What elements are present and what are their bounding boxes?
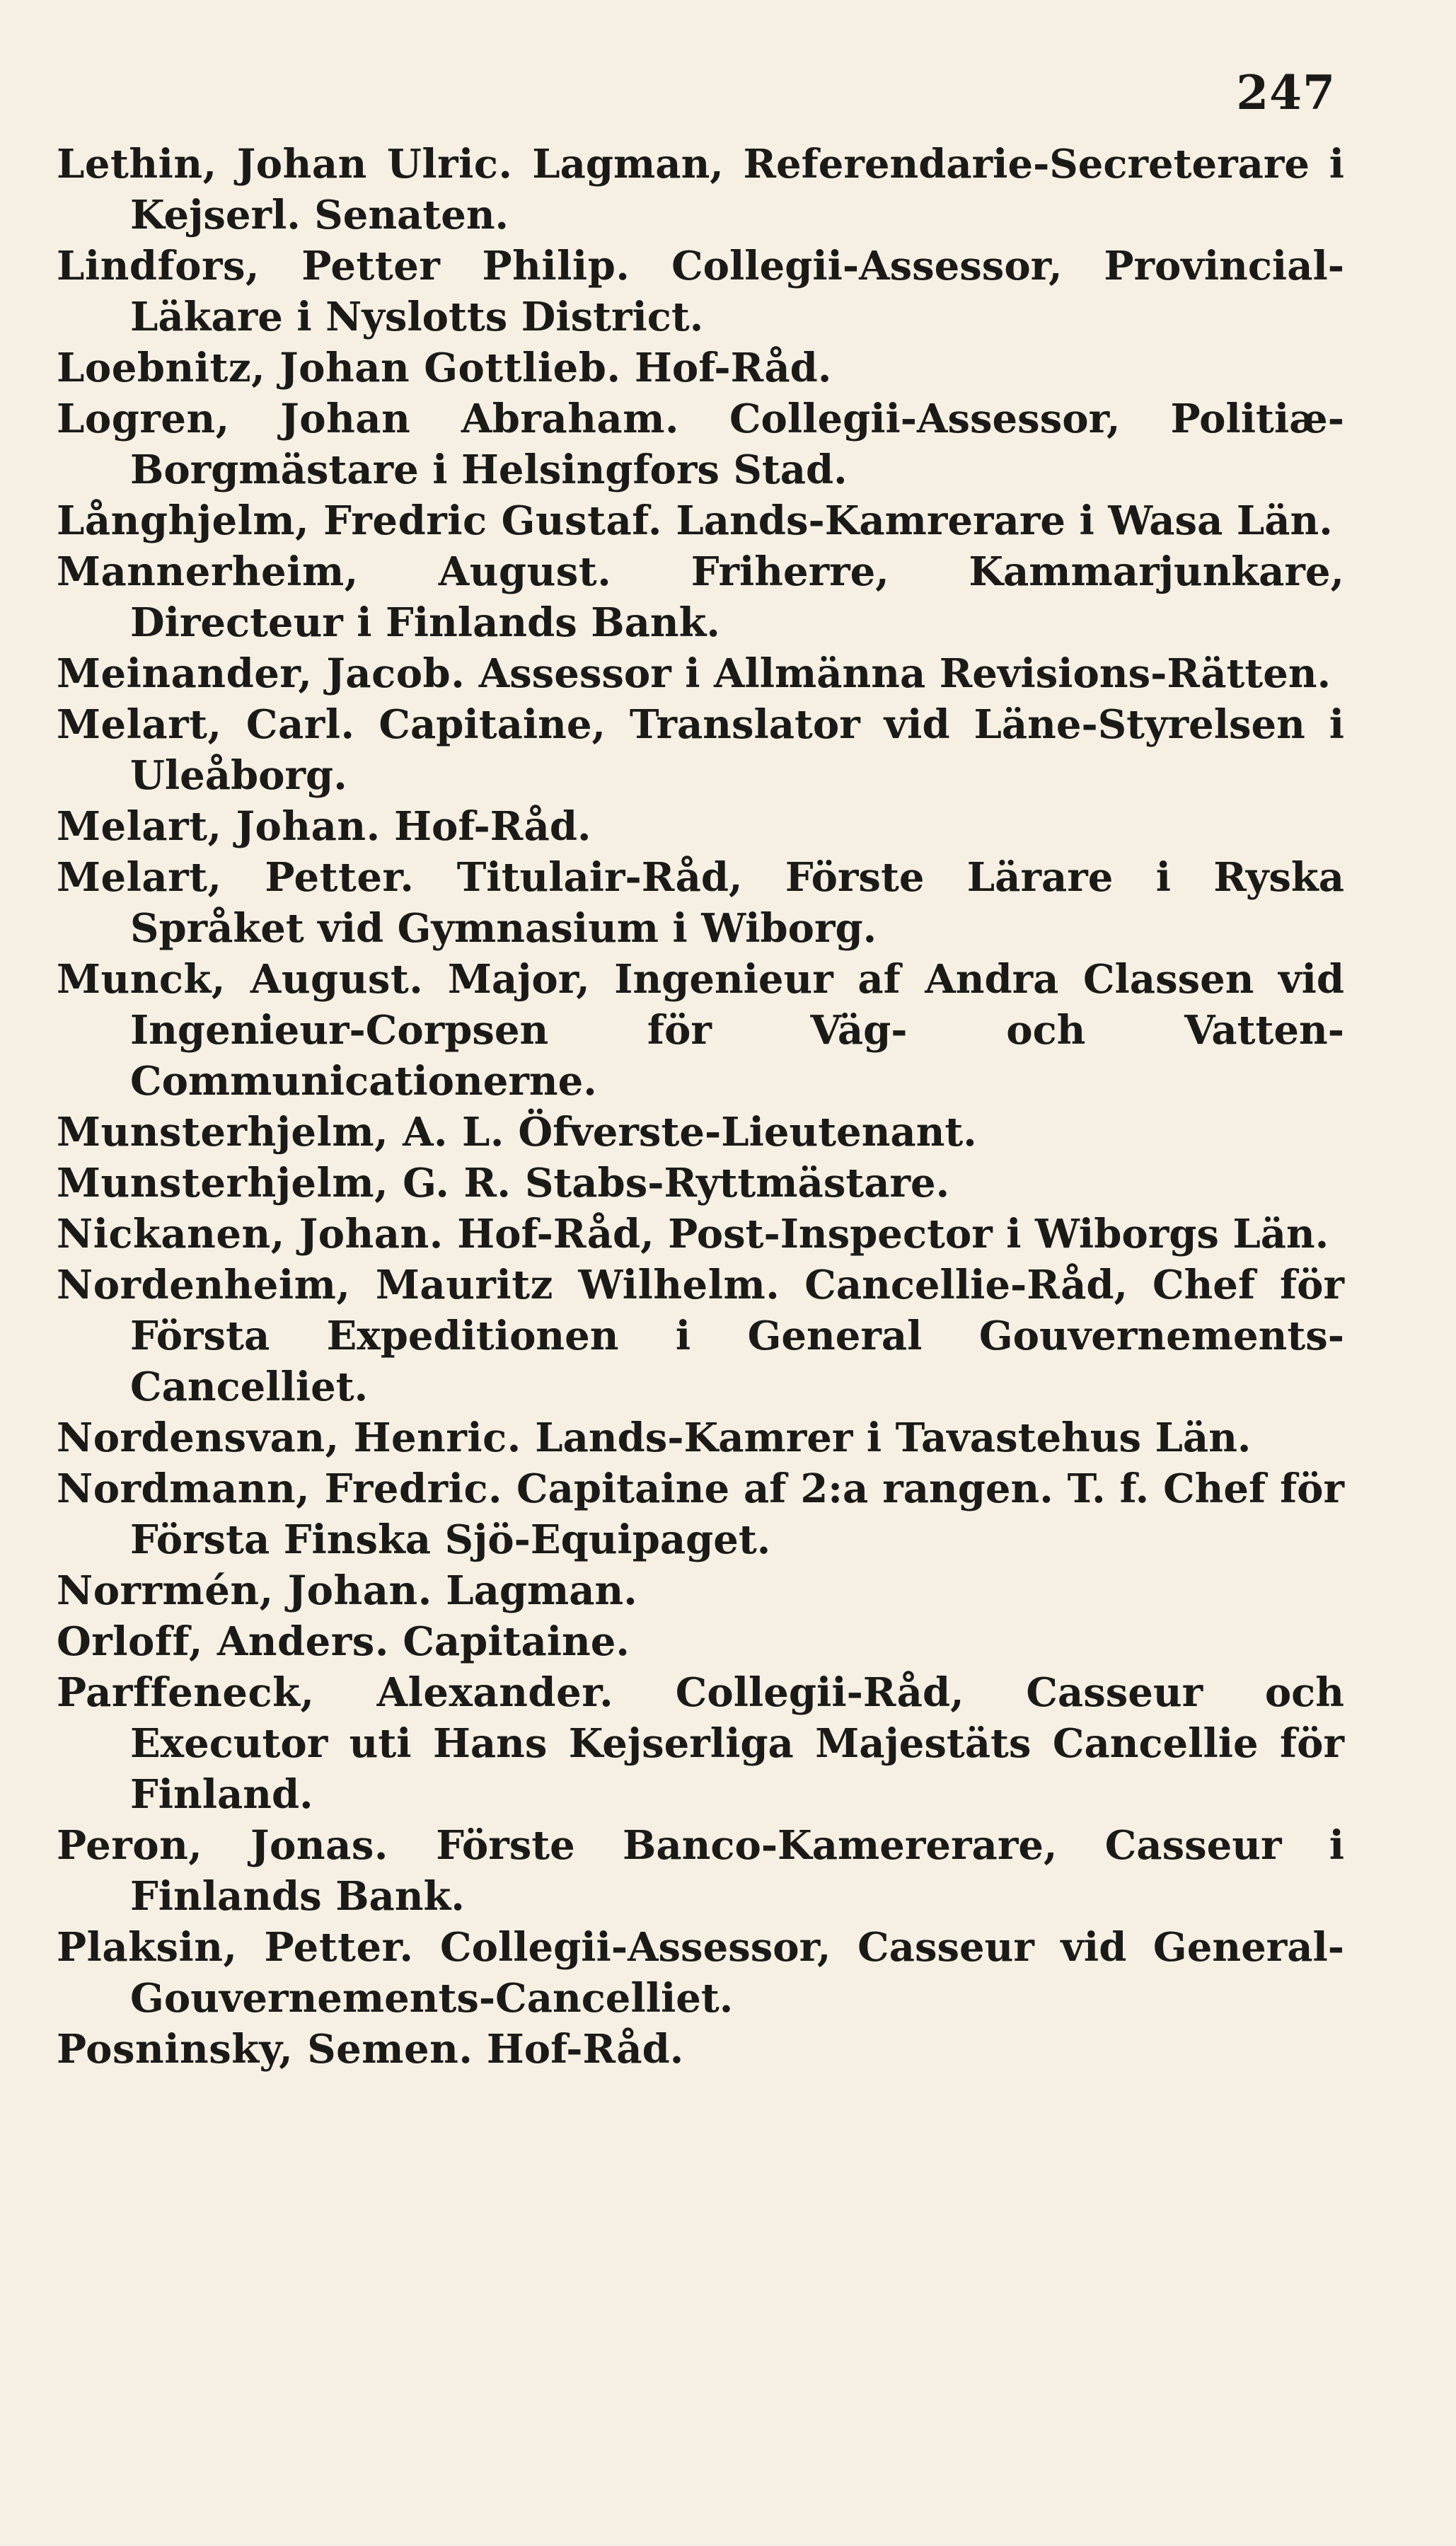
entry-name: Lindfors, Petter Philip. (57, 243, 630, 289)
entry-name: Nickanen, Johan. (57, 1211, 444, 1257)
entry-description: Öfverste-Lieutenant. (518, 1109, 977, 1156)
register-entry (57, 495, 1344, 546)
entry-description: Lands-Kamrer i Tavastehus Län. (535, 1415, 1252, 1461)
entry-description: Collegii-Assessor, Provincial-Läkare i Nyslotts District. (130, 243, 1344, 340)
entry-description: Major, Ingenieur af Andra Classen vid Ingenieur-Corpsen för Väg- och Vatten-Communicationerne. (130, 956, 1345, 1105)
register-entry (57, 1463, 1344, 1565)
entry-name: Posninsky, Semen. (57, 2026, 473, 2073)
register-entry (57, 1565, 1344, 1616)
entry-name: Logren, Johan Abraham. (57, 396, 679, 442)
entry-description: Lands-Kamrerare i Wasa Län. (676, 497, 1333, 544)
register-entry (57, 1107, 1344, 1158)
entry-name: Mannerheim, August. (57, 548, 612, 595)
register-entry (57, 241, 1344, 342)
register-entry (57, 1158, 1344, 1209)
register-entry (57, 1667, 1344, 1820)
entry-name: Munsterhjelm, A. L. (57, 1109, 504, 1156)
entry-name: Plaksin, Petter. (57, 1924, 414, 1971)
entry-name: Lethin, Johan Ulric. (57, 141, 513, 188)
entry-description: Collegii-Assessor, Casseur vid General-Gouvernements-Cancelliet. (130, 1924, 1344, 2022)
register-entry (57, 393, 1344, 495)
entry-description: Collegii-Råd, Casseur och Executor uti Hans Kejserliga Majestäts Cancellie för Finland. (130, 1669, 1344, 1818)
register-entry (57, 648, 1344, 699)
register-entry (57, 852, 1344, 954)
entry-name: Munck, August. (57, 956, 424, 1003)
register-entry (57, 1260, 1344, 1412)
entry-name: Parffeneck, Alexander. (57, 1669, 614, 1716)
register-entry (57, 699, 1344, 801)
entry-description: Hof-Råd. (634, 345, 832, 391)
register-entry (57, 1820, 1344, 1922)
entry-description: Lagman. (446, 1567, 637, 1614)
register-entry (57, 342, 1344, 393)
page-number: 247 (1236, 65, 1336, 120)
entry-description: Friherre, Kammarjunkare, Directeur i Finlands Bank. (130, 548, 1344, 646)
entry-description: Lagman, Referendarie-Secreterare i Kejserl. Senaten. (130, 141, 1344, 238)
register-entry (57, 1922, 1344, 2024)
entry-name: Nordmann, Fredric. (57, 1465, 503, 1512)
register-entry (57, 546, 1344, 648)
entry-name: Långhjelm, Fredric Gustaf. (57, 497, 662, 544)
entry-name: Loebnitz, Johan Gottlieb. (57, 345, 621, 391)
entry-description: Capitaine. (403, 1618, 630, 1665)
register-entry (57, 139, 1344, 241)
entry-name: Peron, Jonas. (57, 1822, 388, 1869)
entry-name: Nordenheim, Mauritz Wilhelm. (57, 1262, 780, 1308)
entry-description: Stabs-Ryttmästare. (524, 1160, 950, 1206)
entry-description: Cancellie-Råd, Chef för Första Expeditionen i General Gouvernements-Cancelliet. (130, 1262, 1344, 1410)
entry-name: Munsterhjelm, G. R. (57, 1160, 512, 1206)
entry-description: Hof-Råd. (394, 803, 591, 850)
register-entry (57, 1412, 1344, 1463)
register-entry (57, 2024, 1344, 2075)
entry-name: Melart, Carl. (57, 701, 355, 748)
register-entry (57, 801, 1344, 852)
entry-description: Hof-Råd. (486, 2026, 684, 2073)
entry-description: Capitaine, Translator vid Läne-Styrelsen i Uleåborg. (130, 701, 1344, 799)
register-entry (57, 954, 1344, 1107)
entry-description: Capitaine af 2:a rangen. T. f. Chef för Första Finska Sjö-Equipaget. (130, 1465, 1345, 1563)
entry-description: Titulair-Råd, Förste Lärare i Ryska Språket vid Gymnasium i Wiborg. (130, 854, 1345, 952)
entry-name: Orloff, Anders. (57, 1618, 389, 1665)
entry-name: Meinander, Jacob. (57, 650, 466, 697)
entry-name: Melart, Petter. (57, 854, 415, 901)
entry-name: Norrmén, Johan. (57, 1567, 432, 1614)
entry-description: Hof-Råd, Post-Inspector i Wiborgs Län. (457, 1211, 1329, 1257)
entry-name: Nordensvan, Henric. (57, 1415, 521, 1461)
register-entry (57, 1209, 1344, 1260)
register-entries (57, 139, 1344, 2075)
entry-description: Collegii-Assessor, Politiæ-Borgmästare i Helsingfors Stad. (130, 396, 1344, 493)
entry-description: Förste Banco-Kamererare, Casseur i Finlands Bank. (130, 1822, 1344, 1920)
entry-name: Melart, Johan. (57, 803, 381, 850)
register-entry (57, 1616, 1344, 1667)
entry-description: Assessor i Allmänna Revisions-Rätten. (478, 650, 1331, 697)
